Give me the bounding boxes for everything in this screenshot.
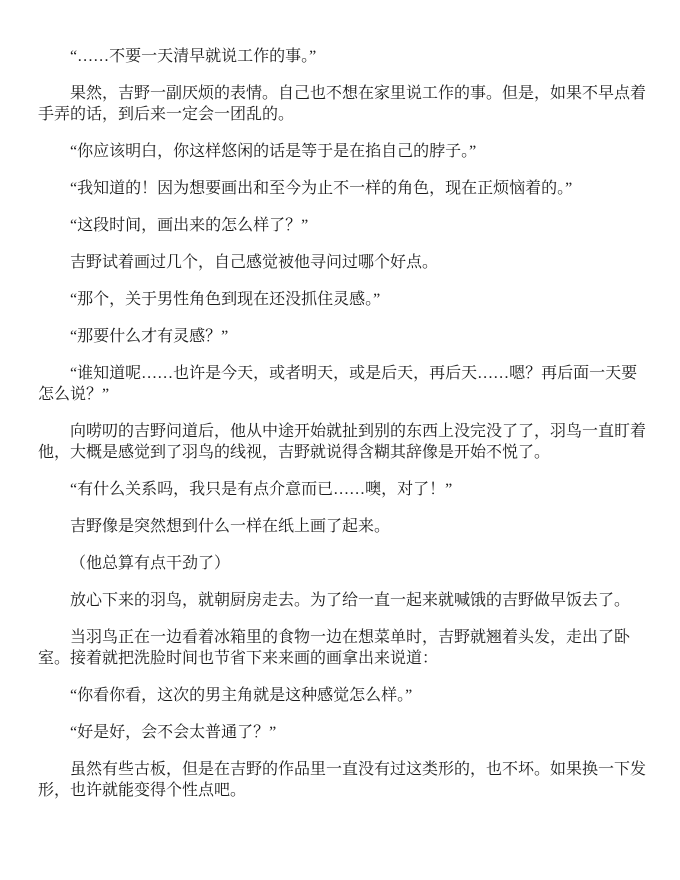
paragraph-dialogue: “那个，关于男性角色到现在还没抓住灵感。” <box>70 291 381 308</box>
paragraph-narration: 吉野试着画过几个，自己感觉被他寻问过哪个好点。 <box>70 254 439 271</box>
paragraph-narration: 吉野像是突然想到什么一样在纸上画了起来。 <box>70 518 391 535</box>
paragraph-thought: （他总算有点干劲了） <box>70 555 231 572</box>
paragraph-dialogue: “有什么关系吗，我只是有点介意而已……噢，对了！” <box>70 481 453 498</box>
paragraph-narration: 向唠叨的吉野问道后，他从中途开始就扯到别的东西上没完没了了，羽鸟一直盯着他，大概是感觉到了羽鸟的线视，吉野就说得含糊其辞像是开始不悦了。 <box>38 423 647 461</box>
paragraph-narration: 果然，吉野一副厌烦的表情。自己也不想在家里说工作的事。但是，如果不早点着手弄的话，到后来一定会一团乱的。 <box>38 85 647 123</box>
page-body <box>38 46 646 801</box>
paragraph-dialogue: “那要什么才有灵感？” <box>70 328 229 345</box>
paragraph-dialogue: “你看你看，这次的男主角就是这种感觉怎么样。” <box>70 687 413 704</box>
paragraph-dialogue: “谁知道呢……也许是今天，或者明天，或是后天，再后天……嗯？再后面一天要怎么说？” <box>38 365 638 403</box>
paragraph-dialogue: “……不要一天清早就说工作的事。” <box>70 48 317 65</box>
paragraph-narration: 当羽鸟正在一边看着冰箱里的食物一边在想菜单时，吉野就翘着头发，走出了卧室。接着就把洗脸时间也节省下来来画的画拿出来说道： <box>38 629 631 667</box>
paragraph-dialogue: “我知道的！因为想要画出和至今为止不一样的角色，现在正烦恼着的。” <box>70 180 573 197</box>
paragraph-narration: 放心下来的羽鸟，就朝厨房走去。为了给一直一起来就喊饿的吉野做早饭去了。 <box>70 592 631 609</box>
paragraph-narration: 虽然有些古板，但是在吉野的作品里一直没有过这类形的，也不坏。如果换一下发形，也许就能变得个性点吧。 <box>38 761 647 799</box>
paragraph-dialogue: “好是好，会不会太普通了？” <box>70 724 277 741</box>
paragraph-dialogue: “这段时间，画出来的怎么样了？” <box>70 217 309 234</box>
paragraph-dialogue: “你应该明白，你这样悠闲的话是等于是在掐自己的脖子。” <box>70 143 477 160</box>
